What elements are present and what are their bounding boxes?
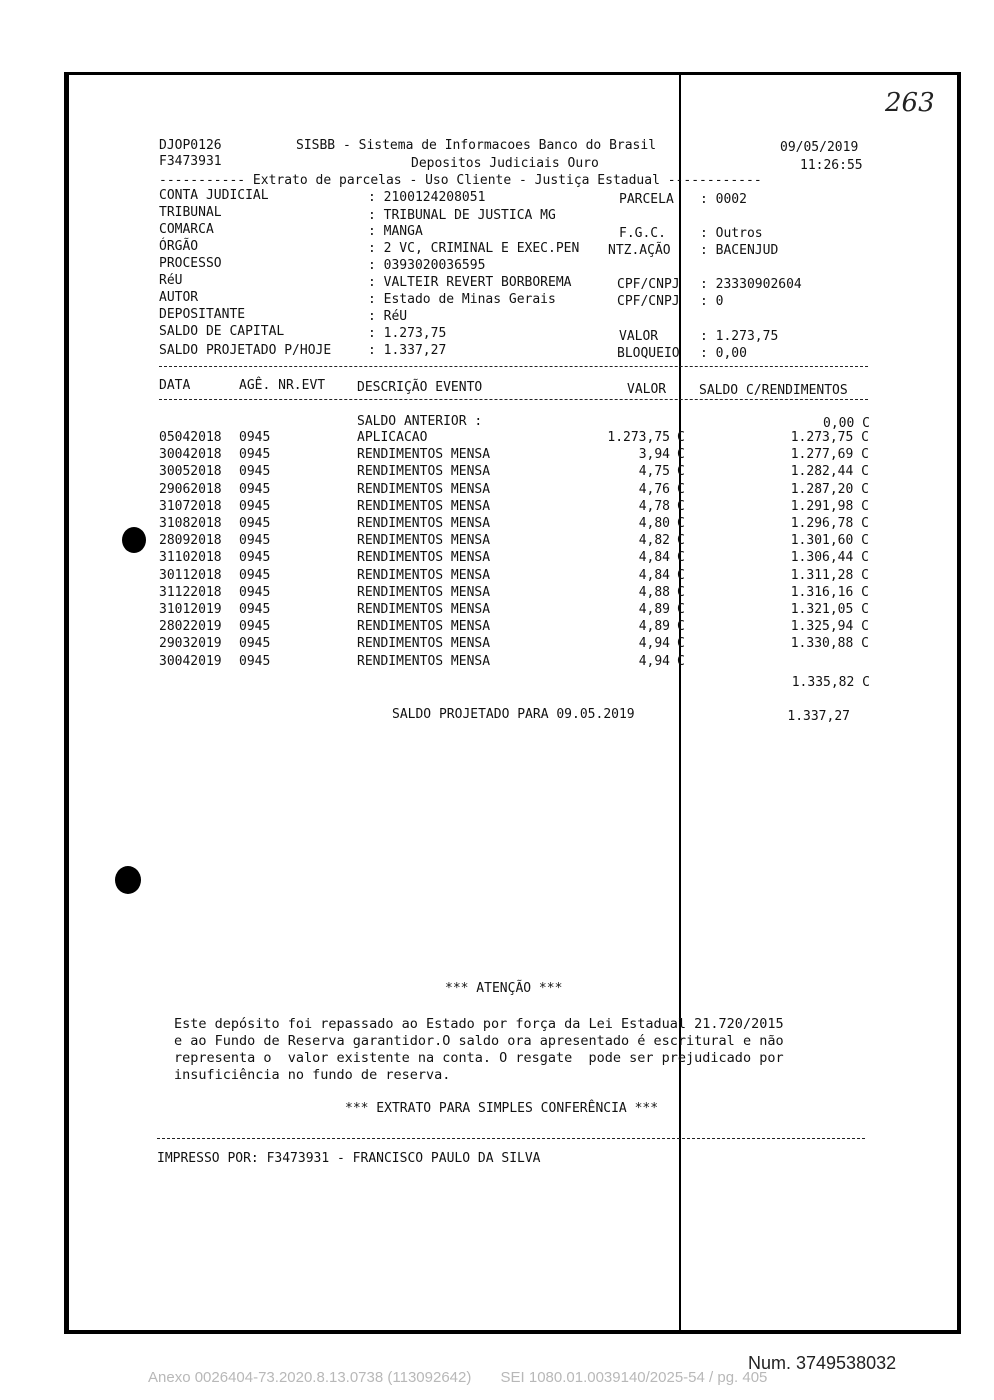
row-saldo: 1.282,44 C	[790, 464, 869, 480]
saldo-projetado-para-value: 1.337,27	[787, 709, 850, 724]
ntz-value: : BACENJUD	[700, 243, 779, 258]
final-saldo: 1.335,82 C	[791, 675, 870, 690]
table-row	[159, 463, 879, 480]
cpf-reu-value: : 23330902604	[700, 277, 802, 292]
atencao-line-4: insuficiência no fundo de reserva.	[174, 1067, 451, 1083]
table-row	[159, 549, 879, 566]
row-date: 05042018	[159, 430, 222, 445]
parcela-value: : 0002	[700, 192, 747, 207]
frame-left-border	[64, 72, 69, 1334]
row-valor: 4,78	[638, 498, 670, 514]
valor-label: VALOR	[619, 329, 659, 344]
processo-label: PROCESSO	[159, 256, 222, 271]
row-dc: C	[677, 567, 685, 583]
row-agencia: 0945	[239, 430, 271, 445]
row-date: 31122018	[159, 584, 222, 600]
orgao-label: ÓRGÃO	[159, 239, 199, 254]
valor-value: : 1.273,75	[700, 329, 779, 344]
row-descricao: RENDIMENTOS MENSA	[357, 602, 491, 617]
row-date: 28022019	[159, 619, 222, 635]
depositante-label: DEPOSITANTE	[159, 307, 246, 322]
row-valor: 4,94	[638, 653, 670, 669]
row-descricao: RENDIMENTOS MENSA	[357, 516, 491, 531]
row-descricao: RENDIMENTOS MENSA	[357, 464, 491, 480]
table-row	[159, 429, 879, 446]
table-row	[159, 532, 879, 549]
atencao-line-2: e ao Fundo de Reserva garantidor.O saldo ora apresentado é escritural e não	[174, 1033, 784, 1049]
annex-watermark: Anexo 0026404-73.2020.8.13.0738 (113092642) SEI 1080.01.0039140/2025-54 / pg. 405	[148, 1369, 768, 1386]
row-saldo: 1.316,16 C	[790, 584, 869, 600]
row-agencia: 0945	[239, 481, 271, 497]
row-saldo: 1.273,75 C	[790, 430, 869, 445]
row-descricao: RENDIMENTOS MENSA	[357, 636, 491, 652]
depositante-value: : RéU	[368, 309, 408, 324]
col-header-data: DATA	[159, 378, 191, 393]
row-saldo: 1.291,98 C	[790, 498, 869, 514]
transaction-table	[159, 429, 879, 679]
conferencia-note: *** EXTRATO PARA SIMPLES CONFERÊNCIA ***	[345, 1101, 659, 1116]
row-date: 31102018	[159, 550, 222, 566]
table-row	[159, 601, 879, 618]
bloqueio-label: BLOQUEIO	[617, 346, 680, 361]
tribunal-label: TRIBUNAL	[159, 205, 222, 220]
row-dc: C	[677, 636, 685, 652]
row-valor: 4,88	[638, 584, 670, 600]
col-header-saldo: SALDO C/RENDIMENTOS	[699, 383, 848, 398]
row-saldo: 1.301,60 C	[790, 533, 869, 549]
frame-right-border	[957, 72, 961, 1334]
row-saldo: 1.306,44 C	[790, 550, 869, 566]
table-row	[159, 498, 879, 515]
row-valor: 1.273,75	[607, 430, 670, 445]
table-row	[159, 515, 879, 532]
row-descricao: RENDIMENTOS MENSA	[357, 653, 491, 669]
fold-line	[679, 74, 681, 1332]
row-agencia: 0945	[239, 567, 271, 583]
row-agencia: 0945	[239, 636, 271, 652]
separator-line	[159, 366, 868, 367]
row-descricao: RENDIMENTOS MENSA	[357, 567, 491, 583]
system-code: DJOP0126	[159, 138, 222, 153]
row-date: 31072018	[159, 498, 222, 514]
row-dc: C	[677, 447, 685, 463]
row-agencia: 0945	[239, 653, 271, 669]
table-row	[159, 584, 879, 601]
col-header-descricao: DESCRIÇÃO EVENTO	[357, 380, 483, 395]
report-title: ----------- Extrato de parcelas - Uso Cliente - Justiça Estadual ------------	[159, 173, 762, 188]
row-dc: C	[677, 619, 685, 635]
row-agencia: 0945	[239, 464, 271, 480]
row-agencia: 0945	[239, 619, 271, 635]
row-saldo: 1.321,05 C	[790, 602, 869, 617]
parcela-label: PARCELA	[619, 192, 674, 207]
row-descricao: RENDIMENTOS MENSA	[357, 550, 491, 566]
row-date: 29032019	[159, 636, 222, 652]
atencao-line-1: Este depósito foi repassado ao Estado por força da Lei Estadual 21.720/2015	[174, 1016, 784, 1032]
row-date: 30042019	[159, 653, 222, 669]
atencao-line-3: representa o valor existente na conta. O resgate pode ser prejudicado por	[174, 1050, 784, 1066]
table-row	[159, 653, 879, 670]
frame-bottom-border	[64, 1330, 960, 1334]
row-dc: C	[677, 430, 685, 445]
row-agencia: 0945	[239, 533, 271, 549]
row-descricao: RENDIMENTOS MENSA	[357, 447, 491, 463]
bloqueio-value: : 0,00	[700, 346, 747, 361]
row-date: 31082018	[159, 516, 222, 531]
col-header-agencia: AGÊ. NR.EVT	[239, 378, 326, 393]
row-agencia: 0945	[239, 498, 271, 514]
row-valor: 4,76	[638, 481, 670, 497]
saldo-projetado-para-label: SALDO PROJETADO PARA 09.05.2019	[392, 707, 635, 722]
saldo-capital-value: : 1.273,75	[368, 326, 447, 341]
table-row	[159, 635, 879, 652]
row-valor: 4,84	[638, 550, 670, 566]
table-row	[159, 481, 879, 498]
reu-label: RéU	[159, 273, 183, 288]
row-valor: 4,84	[638, 567, 670, 583]
row-saldo: 1.287,20 C	[790, 481, 869, 497]
impresso-por: IMPRESSO POR: F3473931 - FRANCISCO PAULO DA SILVA	[157, 1151, 541, 1166]
row-saldo: 1.311,28 C	[790, 567, 869, 583]
cpf-autor-label: CPF/CNPJ	[617, 294, 680, 309]
row-agencia: 0945	[239, 516, 271, 531]
row-descricao: RENDIMENTOS MENSA	[357, 481, 491, 497]
row-dc: C	[677, 653, 685, 669]
tribunal-value: : TRIBUNAL DE JUSTICA MG	[368, 208, 556, 223]
row-valor: 4,94	[638, 636, 670, 652]
autor-label: AUTOR	[159, 290, 199, 305]
row-descricao: RENDIMENTOS MENSA	[357, 533, 491, 549]
separator-line	[159, 399, 868, 400]
row-agencia: 0945	[239, 447, 271, 463]
row-agencia: 0945	[239, 550, 271, 566]
row-saldo: 1.325,94 C	[790, 619, 869, 635]
autor-value: : Estado de Minas Gerais	[368, 292, 556, 307]
saldo-projetado-label: SALDO PROJETADO P/HOJE	[159, 343, 332, 358]
row-agencia: 0945	[239, 584, 271, 600]
row-date: 30042018	[159, 447, 222, 463]
row-dc: C	[677, 464, 685, 480]
row-dc: C	[677, 498, 685, 514]
row-valor: 3,94	[638, 447, 670, 463]
row-descricao: RENDIMENTOS MENSA	[357, 584, 491, 600]
table-row	[159, 446, 879, 463]
ntz-label: NTZ.AÇÃO	[608, 243, 671, 258]
document-number: Num. 3749538032	[748, 1353, 897, 1373]
row-saldo: 1.296,78 C	[790, 516, 869, 531]
comarca-label: COMARCA	[159, 222, 214, 237]
row-dc: C	[677, 584, 685, 600]
row-valor: 4,89	[638, 602, 670, 617]
punch-hole-mark	[122, 527, 146, 553]
table-row	[159, 567, 879, 584]
report-date: 09/05/2019	[780, 140, 859, 155]
row-dc: C	[677, 481, 685, 497]
conta-label: CONTA JUDICIAL	[159, 188, 269, 203]
row-descricao: APLICACAO	[357, 430, 428, 445]
row-valor: 4,75	[638, 464, 670, 480]
row-saldo: 1.277,69 C	[790, 447, 869, 463]
processo-value: : 0393020036595	[368, 258, 486, 273]
col-header-valor: VALOR	[627, 382, 667, 397]
user-code: F3473931	[159, 154, 222, 169]
saldo-projetado-value: : 1.337,27	[368, 343, 447, 358]
row-dc: C	[677, 516, 685, 531]
row-dc: C	[677, 602, 685, 617]
punch-hole-mark	[115, 866, 141, 894]
row-date: 28092018	[159, 533, 222, 549]
separator-line	[157, 1138, 865, 1139]
row-date: 29062018	[159, 481, 222, 497]
row-descricao: RENDIMENTOS MENSA	[357, 619, 491, 635]
atencao-title: *** ATENÇÃO ***	[445, 981, 563, 996]
report-time: 11:26:55	[800, 158, 863, 173]
row-date: 30052018	[159, 464, 222, 480]
row-valor: 4,80	[638, 516, 670, 531]
row-saldo: 1.330,88 C	[790, 636, 869, 652]
row-agencia: 0945	[239, 602, 271, 617]
reu-value: : VALTEIR REVERT BORBOREMA	[368, 275, 572, 290]
cpf-reu-label: CPF/CNPJ	[617, 277, 680, 292]
saldo-anterior-value: 0,00 C	[823, 416, 870, 431]
row-valor: 4,82	[638, 533, 670, 549]
saldo-capital-label: SALDO DE CAPITAL	[159, 324, 285, 339]
orgao-value: : 2 VC, CRIMINAL E EXEC.PEN	[368, 241, 580, 256]
handwritten-page-number: 263	[885, 88, 935, 118]
fgc-value: : Outros	[700, 226, 763, 241]
row-date: 30112018	[159, 567, 222, 583]
table-row	[159, 618, 879, 635]
subsystem-name: Depositos Judiciais Ouro	[411, 156, 599, 171]
saldo-anterior-label: SALDO ANTERIOR :	[357, 414, 483, 429]
row-date: 31012019	[159, 602, 222, 617]
conta-value: : 2100124208051	[368, 190, 486, 205]
row-descricao: RENDIMENTOS MENSA	[357, 498, 491, 514]
frame-top-border	[64, 72, 960, 75]
row-dc: C	[677, 550, 685, 566]
row-dc: C	[677, 533, 685, 549]
cpf-autor-value: : 0	[700, 294, 724, 309]
comarca-value: : MANGA	[368, 224, 423, 239]
row-valor: 4,89	[638, 619, 670, 635]
fgc-label: F.G.C.	[619, 226, 666, 241]
system-name: SISBB - Sistema de Informacoes Banco do Brasil	[296, 138, 657, 153]
